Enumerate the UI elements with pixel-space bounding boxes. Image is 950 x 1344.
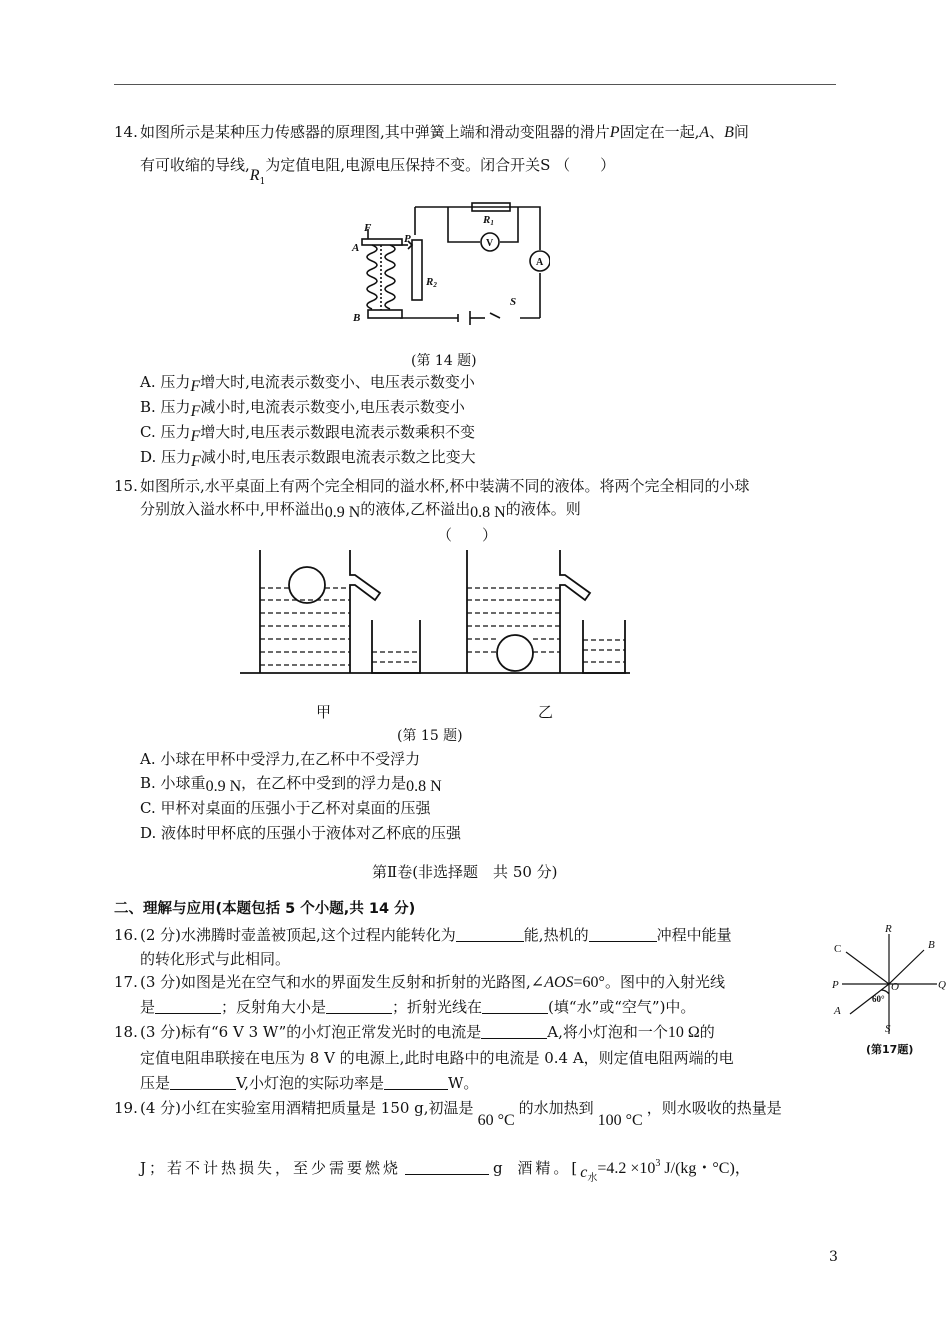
label-S: S [510,296,517,308]
wire-top [415,207,540,250]
label-ammeter: A [536,257,544,268]
spring-right [385,245,395,309]
q17-blank-3[interactable] [482,999,548,1014]
label-R: R [885,923,892,935]
q15-label-yi: 乙 [538,703,554,721]
q17-line2: 是 ；反射角大小是 ；折射光线在 (填“水”或“空气”)中。 [140,998,696,1016]
q14-line1: 如图所示是某种压力传感器的原理图,其中弹簧上端和滑动变阻器的滑片P固定在一起,A、B间 [140,123,749,141]
q14-option-b: B. 压力F减小时,电流表示数变小,电压表示数变小 [140,398,465,420]
label-B: B [353,312,361,324]
beaker-yi [583,620,625,673]
volume-2-title: 第Ⅱ卷(非选择题 共 50 分) [372,863,558,881]
q18-blank-3[interactable] [384,1075,448,1090]
q16-blank-1[interactable] [456,927,524,942]
q18-blank-1[interactable] [481,1024,547,1039]
label-R1: R1 [483,214,494,227]
q14-caption: (第 14 题) [411,353,477,369]
label-P: P [832,979,839,991]
q15-option-b: B. 小球重0.9 N，在乙杯中受到的浮力是0.8 N [140,774,442,795]
q15-number: 15. [114,477,138,495]
q18-blank-2[interactable] [170,1075,236,1090]
switch-blade [490,313,500,318]
q17-caption: (第17题) [866,1043,914,1056]
q19-blank-2[interactable] [405,1160,489,1175]
q17-line1: (3 分)如图是光在空气和水的界面发生反射和折射的光路图,∠AOS=60°。图中的入射光线 [140,973,725,991]
q14-option-a: A. 压力F增大时,电流表示数变小、电压表示数变小 [140,373,475,395]
page-number: 3 [829,1249,838,1265]
q19-number: 19. [114,1099,138,1117]
label-A: A [352,242,360,254]
label-F: F [364,222,372,234]
q18-line1: (3 分)标有“6 V 3 W”的小灯泡正常发光时的电流是 A,将小灯泡和一个10 Ω的 [140,1023,715,1041]
ball-jia [289,567,325,603]
beaker-jia [372,620,420,673]
q15-label-jia: 甲 [316,703,332,721]
q15-option-c: C. 甲杯对桌面的压强小于乙杯对桌面的压强 [140,799,431,817]
label-B: B [928,939,935,951]
label-P: P [404,233,411,245]
label-R2: R2 [426,276,437,289]
q14-circuit-figure [350,195,550,330]
q18-line3: 压是 V,小灯泡的实际功率是 W。 [140,1074,479,1092]
q16-line1: (2 分)水沸腾时壶盖被顶起,这个过程内能转化为 能,热机的 冲程中能量 [140,926,732,944]
q17-blank-2[interactable] [326,999,392,1014]
q15-option-d: D. 液体时甲杯底的压强小于液体对乙杯底的压强 [140,824,462,842]
q15-option-a: A. 小球在甲杯中受浮力,在乙杯中不受浮力 [140,750,421,768]
wire-voltmeter-right [500,207,518,242]
label-A: A [834,1005,841,1017]
q14-line2: 有可收缩的导线$,R_1$为定值电阻,电源电压保持不变。闭合开关S （ ） [140,156,616,187]
q14-option-c: C. 压力F增大时,电压表示数跟电流表示数乘积不变 [140,423,476,445]
top-plate [362,239,402,245]
q14-option-d: D. 压力F减小时,电压表示数跟电流表示数之比变大 [140,448,476,470]
ray-ob [889,950,924,984]
cup-yi-spout [560,550,590,673]
q15-line1: 如图所示,水平桌面上有两个完全相同的溢水杯,杯中装满不同的液体。将两个完全相同的小球 [140,477,750,495]
section-2-heading: 二、理解与应用(本题包括 5 个小题,共 14 分) [114,901,416,917]
q15-caption: (第 15 题) [397,728,463,744]
q19-line2: J；若不计热损失，至少需要燃烧 g 酒精。[$c_水=4.2 \times 10^3$ J/(kg・°C)， [140,1158,751,1184]
cup-jia-spout [350,550,380,673]
q15-answer-paren: （ ） [437,526,498,544]
bottom-plate [368,310,402,318]
q16-line2: 的转化形式与此相同。 [140,950,291,968]
label-O: O [891,981,899,993]
q15-line2: 分别放入溢水杯中,甲杯溢出0.9 N的液体,乙杯溢出0.8 N的液体。则 [140,500,581,521]
q19-line1: (4 分)小红在实验室用酒精把质量是 150 g,初温是60 °C的水加热到100 °C，则水吸收的热量是 [140,1099,782,1129]
wire-voltmeter-left [448,207,480,242]
label-60: 60° [872,994,885,1004]
q17-number: 17. [114,973,138,991]
ball-yi [497,635,533,671]
ray-oc [846,952,889,984]
label-S: S [885,1023,891,1034]
label-V: V [486,238,494,249]
q15-cups-figure [240,545,630,677]
r2-rheostat [412,240,422,300]
q17-blank-1[interactable] [155,999,221,1014]
q18-line2: 定值电阻串联接在电压为 8 V 的电源上,此时电路中的电流是 0.4 A，则定值电阻两端的电 [140,1049,734,1067]
q16-number: 16. [114,926,138,944]
q14-number: 14. [114,123,138,141]
q18-number: 18. [114,1023,138,1041]
label-Q: Q [938,979,946,991]
header-rule [114,84,836,85]
spring-left [367,245,377,309]
label-C: C [834,943,842,955]
q16-blank-2[interactable] [589,927,657,942]
q17-optics-figure [832,922,947,1034]
